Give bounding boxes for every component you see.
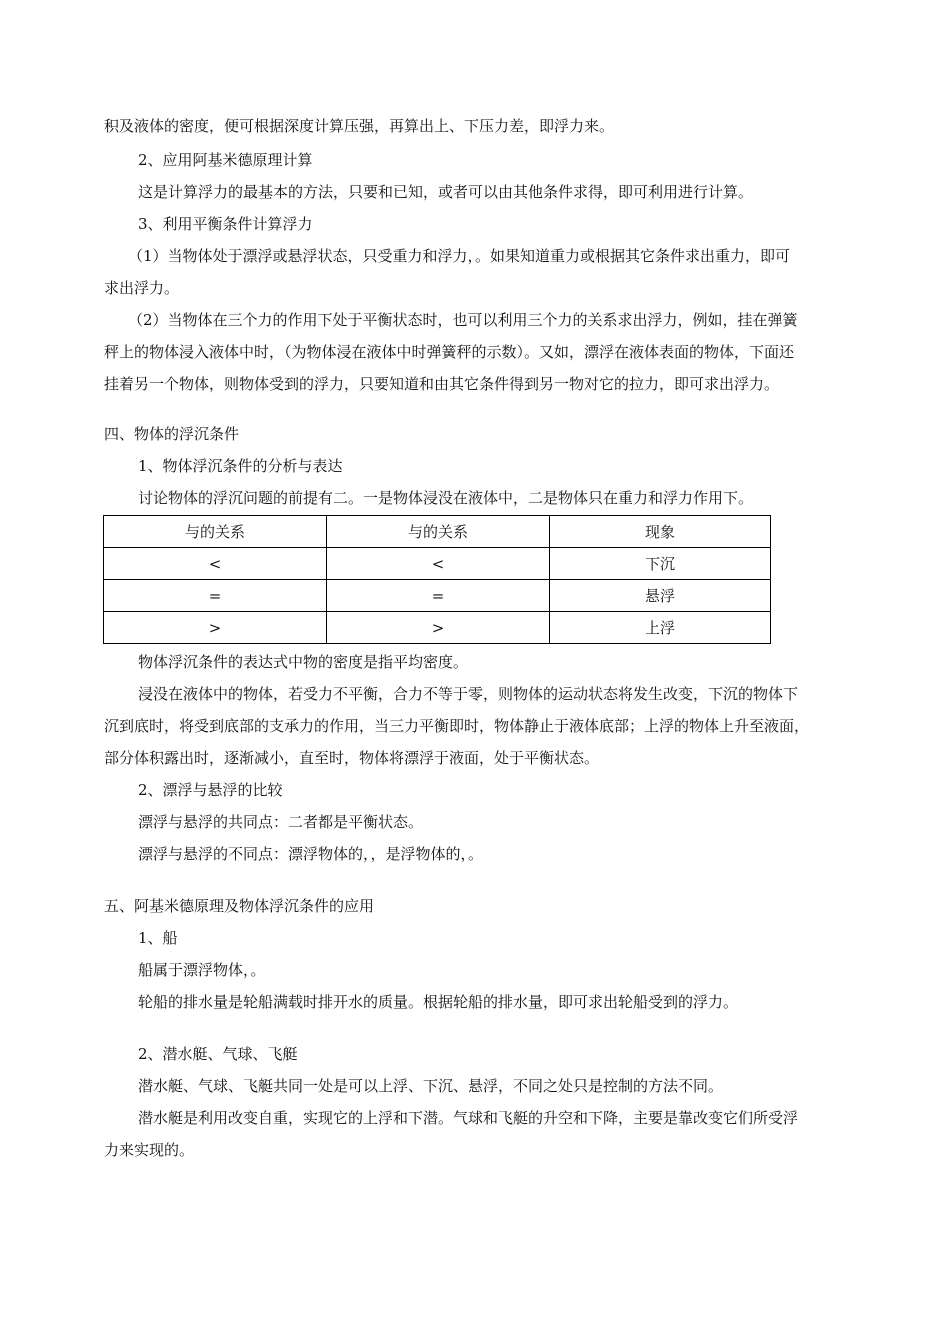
paragraph-line: 求出浮力。: [104, 279, 180, 297]
table-cell: <: [104, 548, 327, 580]
table-cell: >: [327, 612, 550, 644]
paragraph-line: 物体浮沉条件的表达式中物的密度是指平均密度。: [138, 653, 469, 671]
paragraph-line: 漂浮与悬浮的共同点：二者都是平衡状态。: [138, 813, 424, 831]
table-cell: 悬浮: [550, 580, 771, 612]
subheading: 2、漂浮与悬浮的比较: [138, 781, 283, 799]
paragraph-line: 积及液体的密度，便可根据深度计算压强，再算出上、下压力差，即浮力来。: [104, 117, 615, 135]
float-sink-relation-table: [103, 515, 771, 644]
table-cell: =: [104, 580, 327, 612]
paragraph-line: 挂着另一个物体，则物体受到的浮力，只要知道和由其它条件得到另一物对它的拉力，即可求出浮力。: [104, 375, 780, 393]
table-row: [104, 612, 771, 644]
paragraph-line: 潜水艇、气球、飞艇共同一处是可以上浮、下沉、悬浮，不同之处只是控制的方法不同。: [138, 1077, 724, 1095]
section-heading: 五、阿基米德原理及物体浮沉条件的应用: [104, 897, 375, 915]
paragraph-line: 船属于漂浮物体，。: [138, 961, 266, 979]
subheading: 2、潜水艇、气球、飞艇: [138, 1045, 298, 1063]
subheading: 1、物体浮沉条件的分析与表达: [138, 457, 343, 475]
table-cell: 下沉: [550, 548, 771, 580]
subheading: 1、船: [138, 929, 178, 947]
table-cell: =: [327, 580, 550, 612]
table-row: [104, 580, 771, 612]
paragraph-line: 浸没在液体中的物体，若受力不平衡，合力不等于零，则物体的运动状态将发生改变，下沉的物体下: [138, 685, 799, 703]
table-cell: 上浮: [550, 612, 771, 644]
table-header-cell: 现象: [550, 516, 771, 548]
section-heading: 四、物体的浮沉条件: [104, 425, 240, 443]
paragraph-line: 秤上的物体浸入液体中时，（为物体浸在液体中时弹簧秤的示数）。又如，漂浮在液体表面的物体，下面还: [104, 343, 795, 361]
paragraph-line: 力来实现的。: [104, 1141, 195, 1159]
paragraph-line: 潜水艇是利用改变自重，实现它的上浮和下潜。气球和飞艇的升空和下降，主要是靠改变它们所受浮: [138, 1109, 799, 1127]
paragraph-line: 部分体积露出时，逐渐减小，直至时，物体将漂浮于液面，处于平衡状态。: [104, 749, 600, 767]
paragraph-line: 漂浮与悬浮的不同点：漂浮物体的，，是浮物体的，。: [138, 845, 484, 863]
paragraph-line: （2）当物体在三个力的作用下处于平衡状态时，也可以利用三个力的关系求出浮力，例如，挂在弹簧: [128, 311, 798, 329]
paragraph-line: （1）当物体处于漂浮或悬浮状态，只受重力和浮力，。如果知道重力或根据其它条件求出重力，即可: [128, 247, 791, 265]
table-cell: >: [104, 612, 327, 644]
paragraph-line: 这是计算浮力的最基本的方法，只要和已知，或者可以由其他条件求得，即可利用进行计算。: [138, 183, 754, 201]
subheading: 3、利用平衡条件计算浮力: [138, 215, 313, 233]
paragraph-line: 沉到底时，将受到底部的支承力的作用，当三力平衡即时，物体静止于液体底部；上浮的物体上升至液面，: [104, 717, 810, 735]
paragraph-line: 讨论物体的浮沉问题的前提有二。一是物体浸没在液体中，二是物体只在重力和浮力作用下。: [138, 489, 754, 507]
table-header-cell: 与的关系: [104, 516, 327, 548]
subheading: 2、应用阿基米德原理计算: [138, 151, 313, 169]
table-header-cell: 与的关系: [327, 516, 550, 548]
table-row: [104, 548, 771, 580]
table-cell: <: [327, 548, 550, 580]
paragraph-line: 轮船的排水量是轮船满载时排开水的质量。根据轮船的排水量，即可求出轮船受到的浮力。: [138, 993, 739, 1011]
table-header-row: [104, 516, 771, 548]
